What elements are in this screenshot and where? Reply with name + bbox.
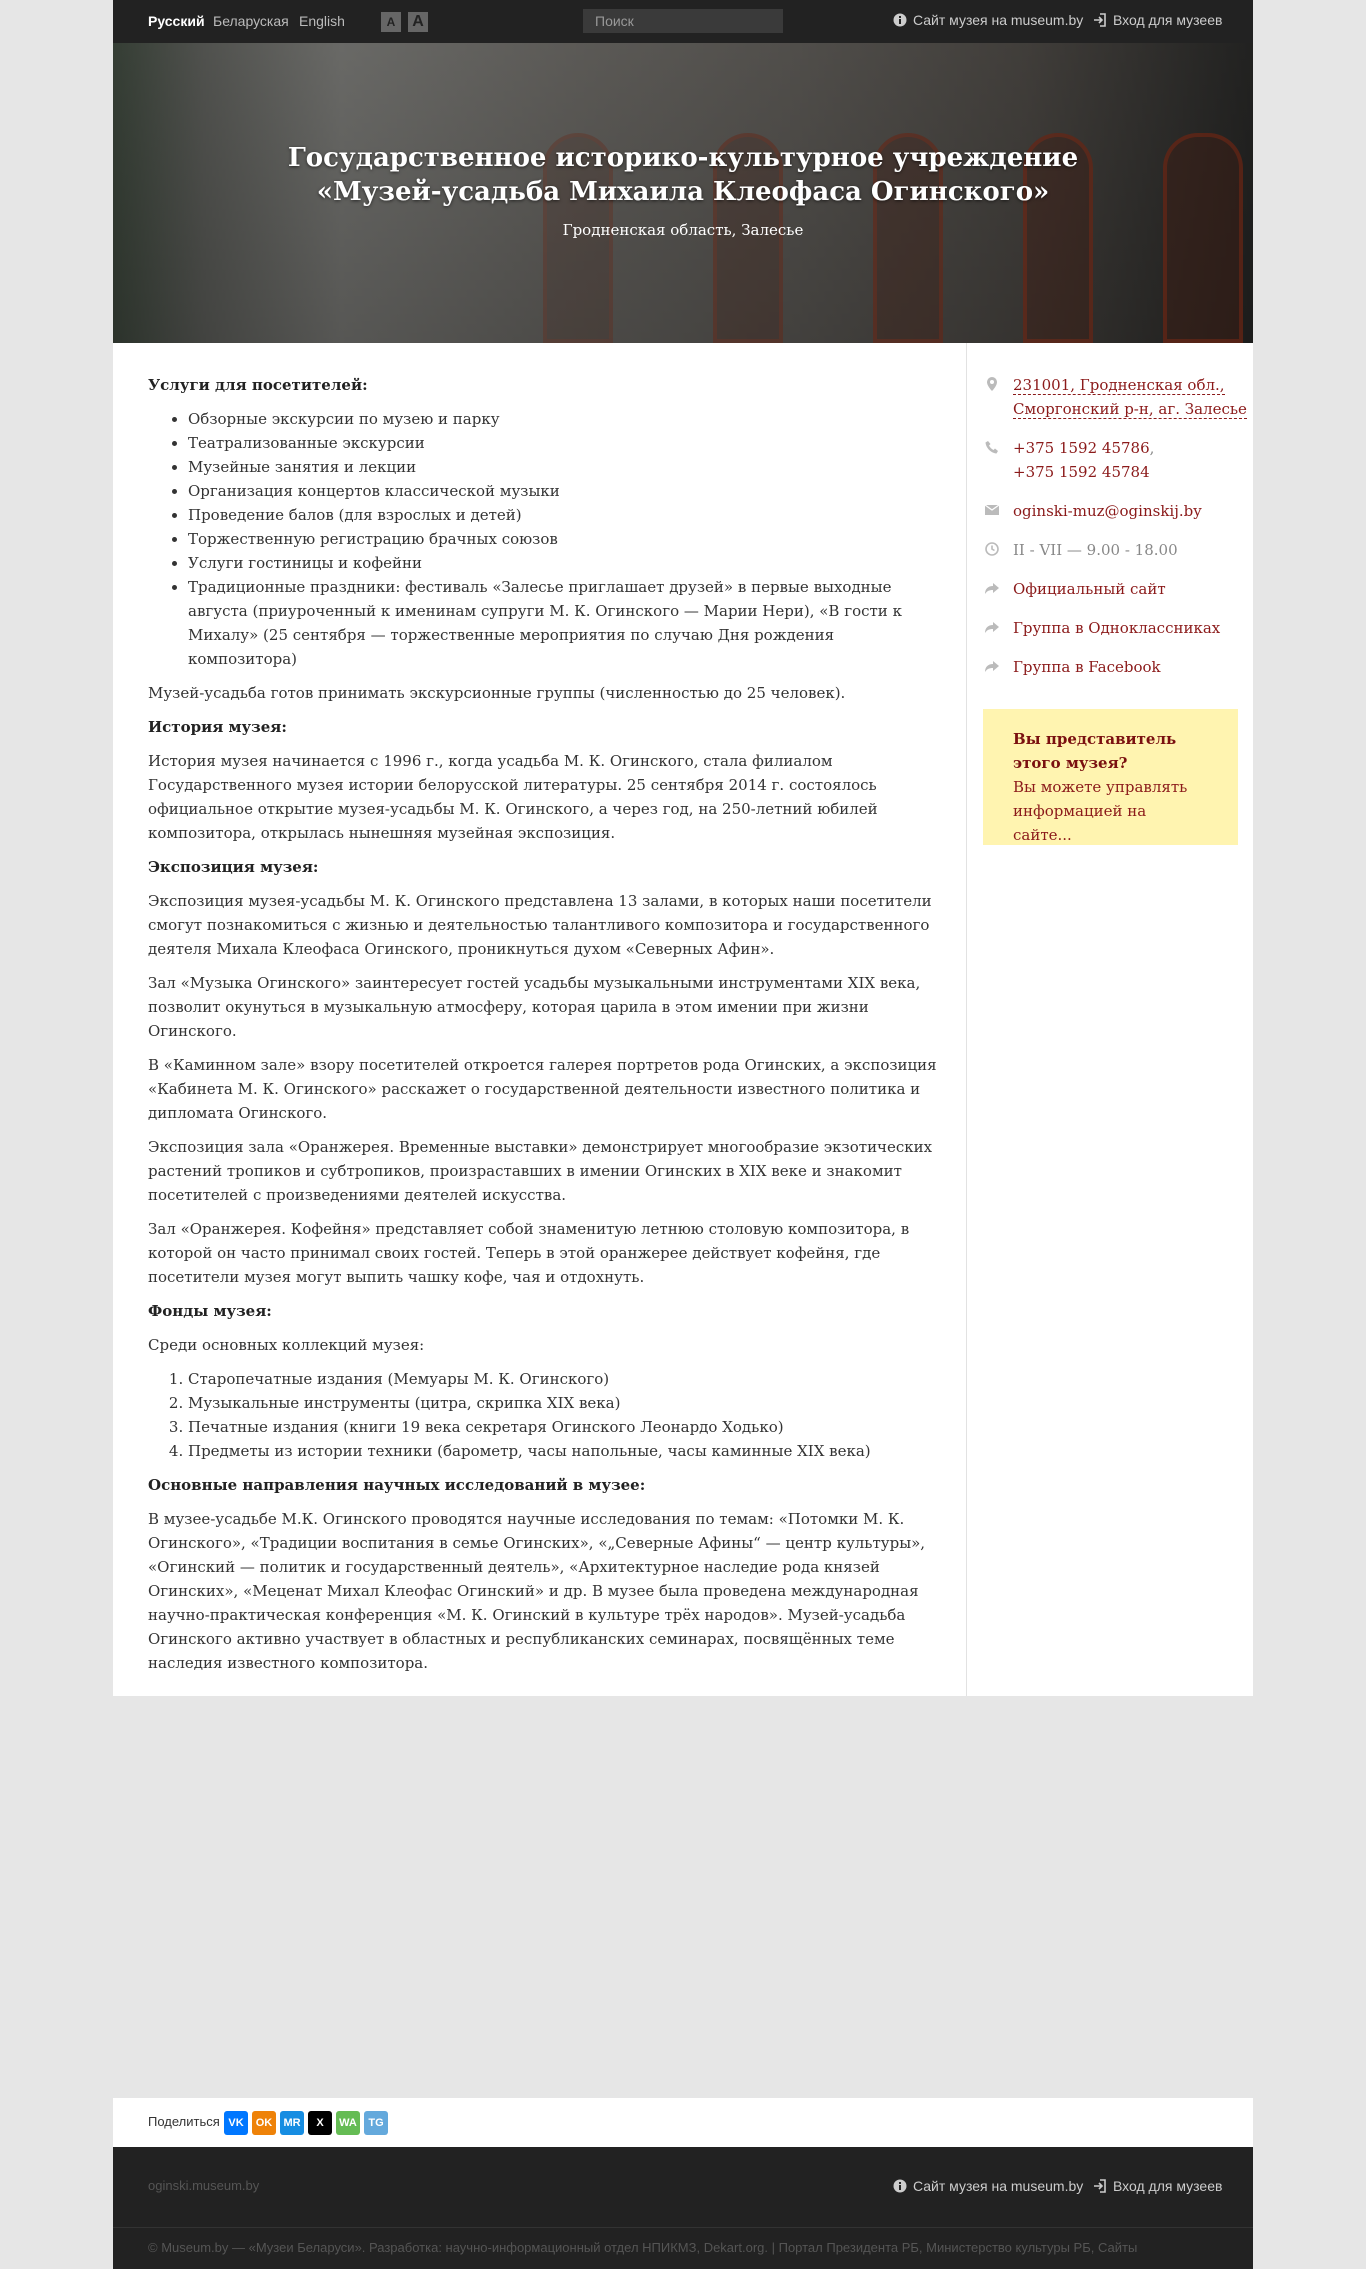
phone-separator: ,	[1149, 439, 1155, 457]
funds-intro: Среди основных коллекций музея:	[148, 1336, 425, 1354]
main-article	[148, 373, 938, 1685]
exposition-heading: Экспозиция музея:	[148, 858, 319, 876]
link-row	[983, 655, 1253, 679]
promo-title-line2: этого музея?	[1013, 754, 1128, 772]
odnoklassniki-share-button[interactable]: OK	[252, 2111, 276, 2135]
address-row	[983, 373, 1253, 421]
share-label: Поделиться	[148, 2114, 220, 2129]
mailru-share-button[interactable]: MR	[280, 2111, 304, 2135]
phone-icon	[985, 440, 999, 454]
list-item: • Услуги гостиницы и кофейни	[188, 551, 938, 575]
footer-login-link[interactable]	[1093, 2178, 1222, 2194]
address-line2: Сморгонский р-н, аг. Залесье	[1013, 400, 1247, 418]
share-arrow-icon	[985, 620, 999, 634]
promo-text	[1013, 775, 1208, 847]
footer	[113, 2147, 1253, 2269]
services-heading: Услуги для посетителей:	[148, 376, 368, 394]
footer-site-link-label: Сайт музея на museum.by	[913, 2178, 1084, 2194]
hero-banner	[113, 43, 1253, 343]
page-title-line2: «Музей-усадьба Михаила Клеофаса Огинского»	[316, 177, 1050, 207]
info-icon	[893, 2179, 907, 2193]
top-bar	[113, 0, 1253, 43]
opening-hours: II - VII — 9.00 - 18.00	[1013, 541, 1178, 559]
facebook-group-link[interactable]: Группа в Facebook	[1013, 658, 1161, 676]
font-size-small-button[interactable]: A	[381, 12, 401, 32]
address-link[interactable]	[1013, 376, 1247, 419]
login-icon	[1093, 2179, 1107, 2193]
list-item: • Организация концертов классической музыки	[188, 479, 938, 503]
exposition-paragraph: Экспозиция зала «Оранжерея. Временные выставки» демонстрирует многообразие экзотических растений тропиков и субтропиков, произраставших в имении Огинских в XIX веке и знакомит посетителей с произведениями деятелей искусства.	[148, 1138, 933, 1204]
exposition-paragraph: Зал «Оранжерея. Кофейня» представляет собой знаменитую летнюю столовую композитора, в которой он часто принимал своих гостей. Теперь в этой оранжерее действует кофейня, где посетители музея могут выпить чашку кофе, чая и отдохнуть.	[148, 1220, 910, 1286]
exposition-paragraph: Экспозиция музея-усадьбы М. К. Огинского представлена 13 залами, в которых наши посетители смогут познакомиться с жизнью и деятельностью талантливого композитора и государственного деятеля Михала Клеофаса Огинского, проникнуться духом «Северных Афин».	[148, 892, 932, 958]
history-text: История музея начинается с 1996 г., когда усадьба М. К. Огинского, стала филиалом Государственного музея истории белорусской литературы. 25 сентября 2014 г. состоялось официальное открытие музея-усадьбы М. К. Огинского, а через год, на 250-летний юбилей композитора, открылась нынешняя музейная экспозиция.	[148, 752, 878, 842]
promo-text-line2: информацией на сайте...	[1013, 802, 1147, 844]
link-row	[983, 577, 1253, 601]
research-text: В музее-усадьбе М.К. Огинского проводятся научные исследования по темам: «Потомки М. К. Огинского», «Традиции воспитания в семье Огинских», «„Северные Афины“ — центр культуры», «Огинский — политик и государственный деятель», «Архитектурное наследие рода князей Огинских», «Меценат Михал Клеофас Огинский» и др. В музее была проведена международная научно-практическая конференция «М. К. Огинский в культуре трёх народов». Музей-усадьба Огинского активно участвует в областных и республиканских семинарах, посвящённых теме наследия известного композитора.	[148, 1510, 926, 1672]
login-link[interactable]	[1093, 12, 1222, 28]
login-icon	[1093, 13, 1107, 27]
lang-belarusian[interactable]: Беларуская	[213, 13, 289, 29]
page-title-line1: Государственное историко-культурное учреждение	[287, 143, 1079, 173]
list-item: 1. Старопечатные издания (Мемуары М. К. Огинского)	[188, 1367, 938, 1391]
search-input[interactable]	[583, 9, 783, 33]
link-row	[983, 616, 1253, 640]
share-bar	[113, 2098, 1253, 2147]
list-item: • Традиционные праздники: фестиваль «Залесье приглашает друзей» в первые выходные августа (приуроченный к именинам супруги М. К. Огинского — Марии Нери), «В гости к Михалу» (25 сентября — торжественные мероприятия по случаю Дня рождения композитора)	[188, 575, 938, 671]
list-item: • Проведение балов (для взрослых и детей)	[188, 503, 938, 527]
list-item: • Театрализованные экскурсии	[188, 431, 938, 455]
footer-site-name[interactable]: oginski.museum.by	[148, 2178, 260, 2193]
odnoklassniki-group-link[interactable]: Группа в Одноклассниках	[1013, 619, 1221, 637]
email-row	[983, 499, 1253, 523]
phone-link-2[interactable]: +375 1592 45784	[1013, 463, 1150, 481]
footer-login-link-label: Вход для музеев	[1113, 2178, 1223, 2194]
museum-representative-promo[interactable]	[983, 709, 1238, 845]
list-item: 4. Предметы из истории техники (барометр, часы напольные, часы каминные XIX века)	[188, 1439, 938, 1463]
hours-row	[983, 538, 1253, 562]
share-arrow-icon	[985, 659, 999, 673]
promo-title-line1: Вы представитель	[1013, 730, 1177, 748]
footer-site-link[interactable]	[893, 2178, 1083, 2194]
share-arrow-icon	[985, 581, 999, 595]
font-size-large-button[interactable]: A	[408, 12, 428, 32]
location: Гродненская область, Залесье	[562, 221, 804, 239]
list-item: 2. Музыкальные инструменты (цитра, скрипка XIX века)	[188, 1391, 938, 1415]
lang-english[interactable]: English	[299, 13, 345, 29]
map-marker-icon	[985, 377, 999, 391]
research-heading: Основные направления научных исследований в музее:	[148, 1476, 646, 1494]
clock-icon	[985, 542, 999, 556]
official-site-link[interactable]: Официальный сайт	[1013, 580, 1166, 598]
vk-share-button[interactable]: VK	[224, 2111, 248, 2135]
column-divider	[966, 343, 967, 1696]
promo-text-line1: Вы можете управлять	[1013, 778, 1188, 796]
address-line1: 231001, Гродненская обл.,	[1013, 376, 1225, 394]
login-link-label: Вход для музеев	[1113, 12, 1223, 28]
site-link-label: Сайт музея на museum.by	[913, 12, 1084, 28]
exposition-paragraph: Зал «Музыка Огинского» заинтересует гостей усадьбы музыкальными инструментами XIX века, позволит окунуться в музыкальную атмосферу, которая царила в этом имении при жизни Огинского.	[148, 974, 921, 1040]
funds-heading: Фонды музея:	[148, 1302, 272, 1320]
history-heading: История музея:	[148, 718, 287, 736]
x-share-button[interactable]: X	[308, 2111, 332, 2135]
site-link[interactable]	[893, 12, 1083, 28]
footer-divider	[113, 2227, 1253, 2228]
phone-row	[983, 436, 1253, 484]
list-item: • Обзорные экскурсии по музею и парку	[188, 407, 938, 431]
promo-title	[1013, 727, 1208, 775]
list-item: • Музейные занятия и лекции	[188, 455, 938, 479]
exposition-paragraph: В «Каминном зале» взору посетителей откроется галерея портретов рода Огинских, а экспозиция «Кабинета М. К. Огинского» расскажет о государственной деятельности известного политика и дипломата Огинского.	[148, 1056, 937, 1122]
email-link[interactable]: oginski-muz@oginskij.by	[1013, 502, 1202, 520]
whatsapp-share-button[interactable]: WA	[336, 2111, 360, 2135]
list-item: • Торжественную регистрацию брачных союзов	[188, 527, 938, 551]
list-item: 3. Печатные издания (книги 19 века секретаря Огинского Леонардо Ходько)	[188, 1415, 938, 1439]
copyright: © Museum.by — «Музеи Беларуси». Разработка: научно-информационный отдел НПИКМЗ, Dekart.org. | Портал Президента РБ, Министерство культуры РБ, Сайты	[148, 2240, 1138, 2255]
page-title	[113, 141, 1253, 209]
groups-text: Музей-усадьба готов принимать экскурсионные группы (численностью до 25 человек).	[148, 684, 846, 702]
content-panel	[113, 343, 1253, 1696]
telegram-share-button[interactable]: TG	[364, 2111, 388, 2135]
phone-link-1[interactable]: +375 1592 45786	[1013, 439, 1150, 457]
info-icon	[893, 13, 907, 27]
sidebar	[983, 373, 1253, 694]
services-list	[188, 407, 938, 671]
envelope-icon	[985, 503, 999, 517]
lang-russian[interactable]: Русский	[148, 13, 205, 29]
funds-list	[188, 1367, 938, 1463]
